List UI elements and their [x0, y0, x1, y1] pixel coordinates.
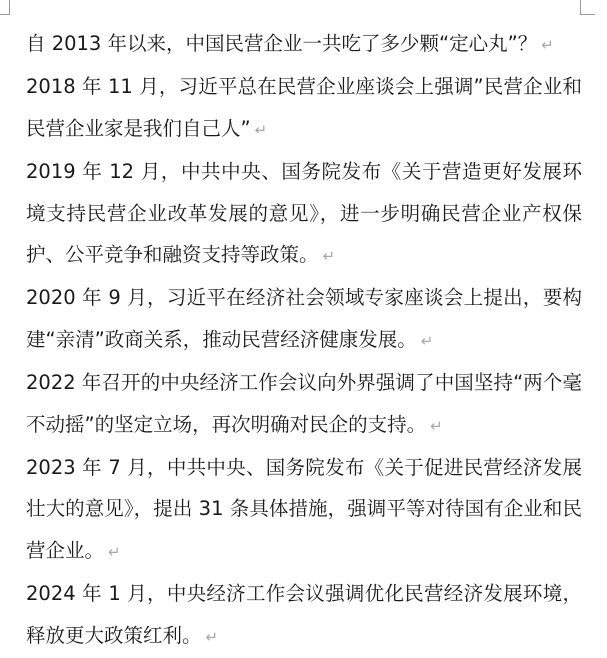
paragraph[interactable]	[26, 151, 582, 277]
paragraph-mark-icon: ↵	[541, 36, 554, 54]
paragraph[interactable]	[26, 362, 582, 447]
paragraph-text: 2018 年 11 月，习近平总在民营企业座谈会上强调”民营企业和民营企业家是我们自己人”	[26, 75, 582, 140]
document-body[interactable]	[26, 23, 582, 658]
paragraph[interactable]	[26, 277, 582, 362]
paragraph-mark-icon: ↵	[205, 627, 219, 646]
paragraph-text: 2019 年 12 月，中共中央、国务院发布《关于营造更好发展环境支持民营企业改革发展的意见》，进一步明确民营企业产权保护、公平竞争和融资支持等政策。	[26, 160, 582, 267]
paragraph-mark-icon: ↵	[254, 120, 268, 139]
paragraph[interactable]	[26, 573, 582, 658]
paragraph-mark-icon: ↵	[108, 542, 121, 561]
paragraph-text: 自 2013 年以来，中国民营企业一共吃了多少颗“定心丸”？	[26, 32, 538, 55]
margin-corner-right	[580, 0, 595, 15]
paragraph-text: 2022 年召开的中央经济工作会议向外界强调了中国坚持“两个毫不动摇”的坚定立场，再次明确对民企的支持。	[26, 371, 582, 436]
paragraph[interactable]	[26, 66, 582, 151]
paragraph-text: 2020 年 9 月，习近平在经济社会领域专家座谈会上提出，要构建“亲清”政商关系，推动民营经济健康发展。	[26, 286, 582, 351]
paragraph-mark-icon: ↵	[420, 331, 434, 350]
paragraph-text: 2024 年 1 月，中央经济工作会议强调优化民营经济发展环境，释放更大政策红利。	[26, 582, 582, 647]
margin-corner-left	[0, 0, 10, 15]
paragraph[interactable]	[26, 447, 582, 573]
paragraph-text: 2023 年 7 月，中共中央、国务院发布《关于促进民营经济发展壮大的意见》，提出 31 条具体措施，强调平等对待国有企业和民营企业。	[26, 456, 582, 562]
paragraph-mark-icon: ↵	[430, 416, 443, 435]
paragraph[interactable]	[26, 23, 582, 66]
paragraph-mark-icon: ↵	[322, 247, 336, 266]
